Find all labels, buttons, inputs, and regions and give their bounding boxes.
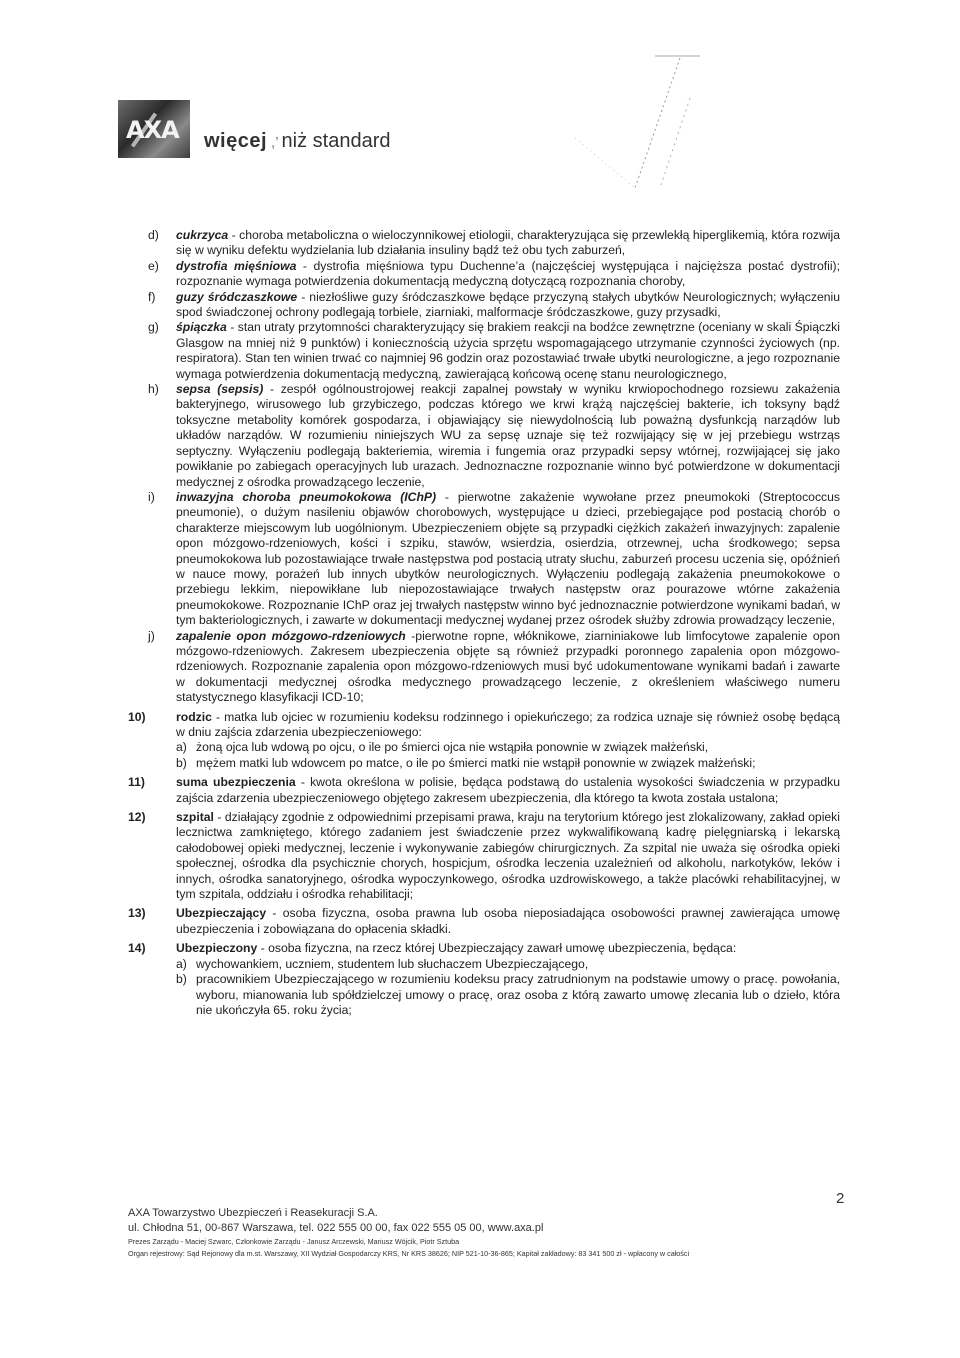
page-header <box>118 100 518 162</box>
item-term: suma ubezpieczenia <box>176 775 296 790</box>
definition-text: - zespół ogólnoustrojowej reakcji zapalnej powstały w wyniku krwiopochodnego rozsiewu zakażenia bakteryjnego, wirusowego lub grzybiczego, podczas którego we krwi krążą najczęściej bakterie, ich toksyny bądź toksyczne metabolity komórek gospodarza, i objawiający się niewydolnością lub poważną dysfunkcją narządów lub układów narządów. W rozumieniu niniejszych WU za sepsę uznaje się też rozwijający się w jej przebiegu wstrząs septyczny. Wyłączeniu podlegają bakteriemia, wiremia i fungemia oraz przypadki sepsy wtórnej, rozwijającej się jako powikłanie po zabiegach operacyjnych lub urazach. Jednoznaczne rozpoznanie winno być potwierdzone w dokumentacji medycznej z ośrodka prowadzącego leczenie, <box>176 382 840 489</box>
subitem-label: a) <box>176 740 187 755</box>
subitem-14b <box>128 972 840 1018</box>
definition-label: g) <box>148 320 159 335</box>
definition-label: f) <box>148 289 156 304</box>
page-number: 2 <box>836 1190 845 1207</box>
subitem-10b <box>128 756 840 771</box>
subitem-text: mężem matki lub wdowcem po matce, o ile po śmierci matki nie wstąpił ponownie w związek małżeński; <box>196 755 756 770</box>
tagline-part1: więcej <box>204 130 268 152</box>
definition-label: j) <box>148 628 155 643</box>
item-14-ubezpieczony <box>128 941 840 956</box>
definition-h <box>128 382 840 490</box>
subitem-14a <box>128 957 840 972</box>
definition-g <box>128 320 840 382</box>
definition-text: - pierwotne zakażenie wywołane przez pneumokoki (Streptococcus pneumonie), o dużym nasileniu objawów chorobowych, występujące u dzieci, przebiegające pod postacią chorób o charakterze miejscowym lub uogólnionym. Ubezpieczeniem objęte są przypadki ciężkich zakażeń inwazyjnych: zapalenie opon mózgowo-rdzeniowych, kości i szpiku, stawów, wsierdzia, osierdzia, otrzewnej, ucha środkowego; sepsa pneumokokowa lub pozostawiające trwałe następstwa pod postacią utraty słuchu, zaburzeń procesu uczenia się, opóźnień w nauce mowy, porażeń lub innych ubytków neurologicznych. Wyłączeniu podlegają zakażenia pneumokokowe o przebiegu lekkim, niepowikłane lub niepozostawiające trwałych następstw oraz pourazowe wtórne zakażenia pneumokokowe. Rozpoznanie IChP oraz jej trwałych następstw winno być jednoznacznie potwierdzone wynikami badań, w tym bakteriologicznych, i zawarte w dokumentacji medycznej wydanej przez ośrodek służby zdrowia prowadzący leczenie, <box>176 489 840 628</box>
definition-text: - choroba metaboliczna o wieloczynnikowej etiologii, charakteryzująca się przewlekłą hiperglikemią, która rozwija się w wyniku defektu wydzielania lub działania insuliny bądź też obu tych zaburzeń, <box>176 228 840 258</box>
item-term: Ubezpieczający <box>176 906 267 921</box>
item-12-szpital <box>128 810 840 902</box>
definition-i <box>128 490 840 629</box>
item-number: 12) <box>128 810 146 825</box>
tagline <box>204 130 391 153</box>
subitem-text: żoną ojca lub wdową po ojcu, o ile po śmierci ojca nie wstąpiła ponownie w związek małżeński, <box>196 740 709 755</box>
footer-registry: Organ rejestrowy: Sąd Rejonowy dla m.st. Warszawy, XII Wydział Gospodarczy KRS, Nr KRS 38626; NIP 521-10-36-865; Kapitał zakładowy: 83 341 500 zł - wpłacony w całości <box>128 1249 690 1258</box>
item-number: 11) <box>128 775 145 790</box>
item-text: - osoba fizyczna, osoba prawna lub osoba nieposiadająca osobowości prawnej zawierająca umowę ubezpieczenia i zobowiązana do opłacenia składki. <box>176 906 840 936</box>
footer-board: Prezes Zarządu - Maciej Szwarc, Członkowie Zarządu - Janusz Arczewski, Mariusz Wójcik, Piotr Sztuba <box>128 1237 460 1246</box>
item-text: - kwota określona w polisie, będąca podstawą do ustalenia wysokości świadczenia w przypadku zajścia zdarzenia ubezpieczeniowego objętego zakresem ubezpieczenia, dla którego ta kwota została ustalona; <box>176 775 840 805</box>
definition-term: inwazyjna choroba pneumokokowa (IChP) <box>176 489 437 504</box>
footer-company: AXA Towarzystwo Ubezpieczeń i Reasekuracji S.A. <box>128 1207 378 1219</box>
item-10-rodzic <box>128 710 840 741</box>
axa-logo <box>118 100 190 158</box>
item-text: - osoba fizyczna, na rzecz której Ubezpieczający zawarł umowę ubezpieczenia, będąca: <box>257 941 737 956</box>
subitem-label: b) <box>176 972 187 987</box>
item-text: - matka lub ojciec w rozumieniu kodeksu rodzinnego i opiekuńczego; za rodzica uznaje się również osobę będącą w dniu zajścia zdarzenia ubezpieczeniowego: <box>176 709 840 739</box>
definition-text: - dystrofia mięśniowa typu Duchenne’a (najczęściej występująca i najcięższa postać dystrofii); rozpoznanie wymaga potwierdzenia dokumentacją medyczną dotyczącą rozpoznania choroby, <box>176 258 840 289</box>
subitem-label: b) <box>176 755 187 770</box>
definition-term: dystrofia mięśniowa <box>176 258 297 273</box>
subitem-10a <box>128 740 840 755</box>
tagline-part2: niż standard <box>281 130 391 152</box>
definition-text: - niezłośliwe guzy śródczaszkowe będące przyczyną stałych ubytków Neurologicznych; wyłączeniu spod świadczonej ochrony podlegają torbiele, ziarniaki, malformacje śródczaszkowe, guzy przysadki, <box>176 289 840 320</box>
decorative-swoosh-lines <box>515 38 715 208</box>
footer-address: ul. Chłodna 51, 00-867 Warszawa, tel. 022 555 00 00, fax 022 555 05 00, www.axa.pl <box>128 1222 544 1234</box>
definition-label: d) <box>148 228 159 242</box>
item-text: - działający zgodnie z odpowiednimi przepisami prawa, kraju na terytorium którego jest zlokalizowany, zakład opieki lecznictwa zamkniętego, którego zadaniem jest świadczenie przez wykwalifikowaną kadrę pielęgniarską i lekarską całodobowej opieki medycznej, leczenie i wykonywanie zabiegów chirurgicznych. Za szpital nie uważa się ośrodka opieki społecznej, ośrodka dla psychicznie chorych, hospicjum, ośrodka leczenia uzależnień od alkoholu, narkotyków, leków i innych, ośrodka sanatoryjnego, ośrodka wypoczynkowego, ośrodka uzdrowiskowego, a także placówki rehabilitacyjnej, w tym szpitala, oddziału i ośrodka rehabilitacji; <box>176 810 840 902</box>
item-term: Ubezpieczony <box>176 941 258 956</box>
definition-term: guzy śródczaszkowe <box>176 289 298 304</box>
definition-label: i) <box>148 489 155 504</box>
logo-text: AXA <box>126 116 179 144</box>
item-11-suma-ubezpieczenia <box>128 775 840 806</box>
definition-term: zapalenie opon mózgowo-rdzeniowych <box>176 628 406 643</box>
item-number: 13) <box>128 906 146 921</box>
subitem-text: pracownikiem Ubezpieczającego w rozumieniu kodeksu pracy zatrudnionym na podstawie umowy o pracę. powołania, wyboru, mianowania lub spółdzielczej umowy o pracę, oraz osoba z którą zawarto umowę zlecania lub o dzieło, która nie ukończyła 65. roku życia; <box>196 972 840 1017</box>
page-footer <box>128 1206 689 1260</box>
definition-j <box>128 629 840 706</box>
definition-label: e) <box>148 258 159 273</box>
item-number: 14) <box>128 941 146 956</box>
definition-term: śpiączka <box>176 320 227 335</box>
definition-f <box>128 290 840 321</box>
definition-label: h) <box>148 382 159 397</box>
item-number: 10) <box>128 709 146 724</box>
definition-term: cukrzyca <box>176 228 229 242</box>
definition-term: sepsa (sepsis) <box>176 382 264 397</box>
subitem-text: wychowankiem, uczniem, studentem lub słuchaczem Ubezpieczającego, <box>196 956 589 971</box>
definition-text: -pierwotne ropne, włóknikowe, ziarniniakowe lub limfocytowe zapalenie opon mózgowo-rdzeniowych. Zakresem ubezpieczenia objęte są również przypadki poronnego zapalenia opon mózgowo-rdzeniowych. Rozpoznanie zapalenia opon mózgowo-rdzeniowych musi być udokumentowane wynikami badań i zawarte w dokumentacji medycznej ośrodka medycznego prowadzącego leczenie, z określeniem właściwego numeru statystycznego klasyfikacji ICD-10; <box>176 628 841 705</box>
document-body <box>128 228 840 1018</box>
item-term: rodzic <box>176 709 212 724</box>
definition-text: - stan utraty przytomności charakteryzujący się brakiem reakcji na bodźce zewnętrzne (oceniany w skali Śpiączki Glasgow na mniej niż 9 punktów) i koniecznością użycia sprzętu wspomagającego utrzymanie czynności życiowych (np. respiratora). Stan ten winien trwać co najmniej 96 godzin oraz pozostawiać trwałe ubytki neurologiczne, a jego rozpoznanie wymaga potwierdzenia dokumentacją medyczną, zawierającą końcową ocenę stanu neurologicznego, <box>176 320 840 381</box>
tagline-separator: ,’ <box>271 134 279 151</box>
item-term: szpital <box>176 810 214 825</box>
item-13-ubezpieczajacy <box>128 906 840 937</box>
definition-e <box>128 259 840 290</box>
subitem-label: a) <box>176 956 187 971</box>
definition-d <box>128 228 840 259</box>
